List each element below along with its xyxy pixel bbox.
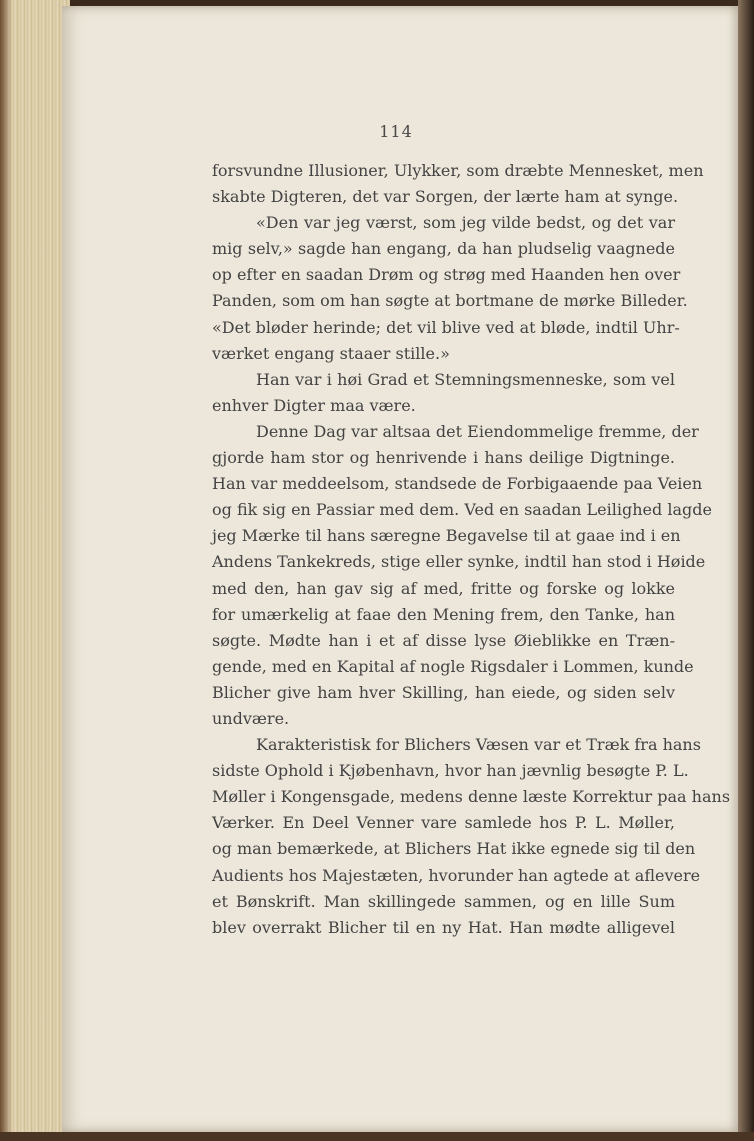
text-line: for umærkelig at faae den Mening frem, den Tanke, han (212, 604, 675, 624)
text-line: blev overrakt Blicher til en ny Hat. Han mødte alligevel (212, 917, 675, 937)
text-line: og fik sig en Passiar med dem. Ved en saadan Leilighed lagde (212, 500, 712, 520)
text-line: gjorde ham stor og henrivende i hans deilige Digtninge. (212, 448, 675, 468)
text-line: et Bønskrift. Man skillingede sammen, og en lille Sum (212, 891, 675, 911)
text-line: Denne Dag var altsaa det Eiendommelige fremme, der (256, 421, 699, 441)
text-line: Han var i høi Grad et Stemningsmenneske, som vel (256, 369, 675, 389)
text-line: Andens Tankekreds, stige eller synke, indtil han stod i Høide (212, 552, 706, 572)
text-line: Blicher give ham hver Skilling, han eiede, og siden selv (212, 682, 675, 702)
text-line: Møller i Kongensgade, medens denne læste Korrektur paa hans (212, 787, 731, 807)
text-line: værket engang staaer stille.» (212, 343, 450, 363)
text-line: Værker. En Deel Venner vare samlede hos P. L. Møller, (212, 813, 675, 833)
text-line: Panden, som om han søgte at bortmane de mørke Billeder. (212, 291, 688, 311)
text-line: jeg Mærke til hans særegne Begavelse til at gaae ind i en (212, 526, 681, 546)
text-line: skabte Digteren, det var Sorgen, der lærte ham at synge. (212, 187, 679, 207)
book-right-edge (738, 0, 754, 1141)
text-line: med den, han gav sig af med, fritte og forske og lokke (212, 578, 675, 598)
text-line: mig selv,» sagde han engang, da han pludselig vaagnede (212, 239, 675, 259)
text-line: søgte. Mødte han i et af disse lyse Øieblikke en Træn- (212, 630, 675, 650)
scan-bottom-border (0, 1132, 754, 1141)
text-line: op efter en saadan Drøm og strøg med Haanden hen over (212, 265, 681, 285)
text-line: forsvundne Illusioner, Ulykker, som dræbte Mennesket, men (212, 161, 704, 180)
page-number: 114 (379, 122, 413, 141)
text-line: Audients hos Majestæten, hvorunder han agtede at aflevere (212, 865, 701, 885)
text-line: «Den var jeg værst, som jeg vilde bedst, og det var (256, 213, 675, 233)
body-text (212, 158, 731, 941)
text-line: undvære. (212, 708, 290, 728)
text-line: og man bemærkede, at Blichers Hat ikke egnede sig til den (212, 839, 696, 859)
text-line: sidste Ophold i Kjøbenhavn, hvor han jævnlig besøgte P. L. (212, 761, 689, 781)
text-line: Karakteristisk for Blichers Væsen var et Træk fra hans (256, 735, 701, 755)
text-line: enhver Digter maa være. (212, 395, 416, 415)
text-line: Han var meddeelsom, standsede de Forbigaaende paa Veien (212, 474, 703, 494)
book-spine-shadow (0, 0, 12, 1141)
text-line: «Det bløder herinde; det vil blive ved at bløde, indtil Uhr- (212, 317, 680, 337)
text-line: gende, med en Kapital af nogle Rigsdaler i Lommen, kunde (212, 656, 694, 676)
